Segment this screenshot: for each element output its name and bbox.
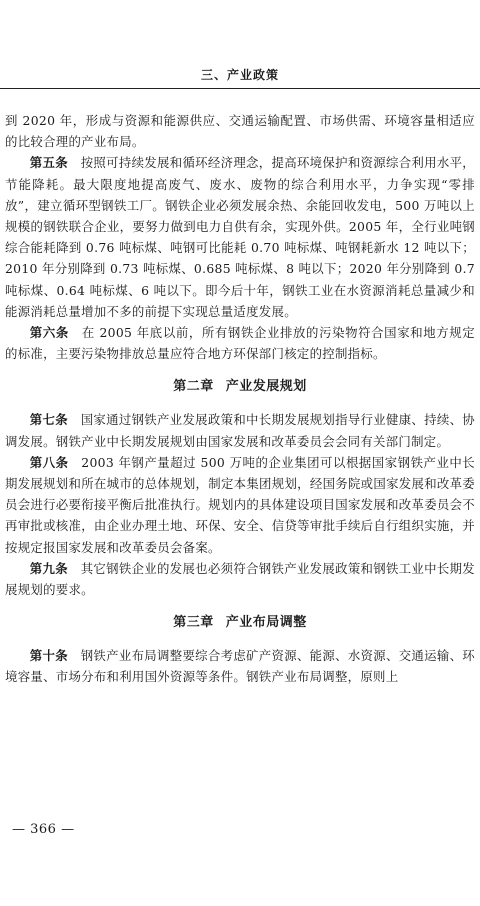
paragraph-group-middle [5,409,475,600]
article-paragraph [5,452,475,558]
paragraph-text: 按照可持续发展和循环经济理念，提高环境保护和资源综合利用水平，节能降耗。最大限度地提高废气、废水、废物的综合利用水平，力争实现“零排放”，建立循环型钢铁工厂。钢铁企业必须发展余热、余能回收发电，500 万吨以上规模的钢铁联合企业，要努力做到电力自供有余，实现外供。2005 年，全行业吨钢综合能耗降到 0.76 吨标煤、吨钢可比能耗 0.70 吨标煤、吨钢耗新水 12 吨以下；2010 年分别降到 0.73 吨标煤、0.685 吨标煤、8 吨以下；2020 年分别降到 0.7 吨标煤、0.64 吨标煤、6 吨以下。即今后十年，钢铁工业在水资源消耗总量减少和能源消耗总量增加不多的前提下实现总量适度发展。 [5,155,475,319]
running-header: 三、产业政策 [200,68,279,82]
article-paragraph [5,558,475,600]
article-paragraph [5,645,475,687]
header-rule [0,88,480,89]
paragraph-text: 国家通过钢铁产业发展政策和中长期发展规划指导行业健康、持续、协调发展。钢铁产业中长期发展规划由国家发展和改革委员会会同有关部门制定。 [5,412,475,449]
paragraph-group-top [5,110,475,364]
article-number: 第十条 [29,648,68,664]
paragraph-text: 其它钢铁企业的发展也必须符合钢铁产业发展政策和钢铁工业中长期发展规划的要求。 [5,560,475,598]
chapter-number: 第三章 [173,615,214,631]
article-paragraph [5,409,475,451]
article-paragraph [5,322,475,364]
chapter-heading-3 [5,613,475,633]
paragraph-text: 在 2005 年底以前，所有钢铁企业排放的污染物符合国家和地方规定的标准，主要污染物排放总量应符合地方环保部门核定的控制指标。 [5,325,475,362]
chapter-title: 产业发展规划 [225,379,307,395]
article-number: 第七条 [29,412,68,428]
article-number: 第六条 [29,325,69,341]
chapter-heading-2 [5,377,475,397]
article-number: 第八条 [29,454,69,470]
paragraph-text: 钢铁产业布局调整要综合考虑矿产资源、能源、水资源、交通运输、环境容量、市场分布和利用国外资源等条件。钢铁产业布局调整，原则上 [5,648,475,685]
paragraph-group-bottom [5,645,475,687]
continued-paragraph [5,110,475,152]
chapter-title: 产业布局调整 [225,615,307,631]
chapter-number: 第二章 [173,379,214,395]
paragraph-text: 2003 年钢产量超过 500 万吨的企业集团可以根据国家钢铁产业中长期发展规划和所在城市的总体规划，制定本集团规划，经国务院或国家发展和改革委员会进行必要衔接平衡后批准执行。规划内的具体建设项目国家发展和改革委员会不再审批或核准，由企业办理土地、环保、安全、信贷等审批手续后自行组织实施，并按规定报国家发展和改革委员会备案。 [5,454,476,555]
article-paragraph [5,152,475,322]
page-body [5,110,475,688]
page-number: — 366 — [12,822,75,837]
article-number: 第五条 [29,155,68,171]
paragraph-text: 到 2020 年，形成与资源和能源供应、交通运输配置、市场供需、环境容量相适应的比较合理的产业布局。 [5,113,475,150]
article-number: 第九条 [29,560,68,576]
